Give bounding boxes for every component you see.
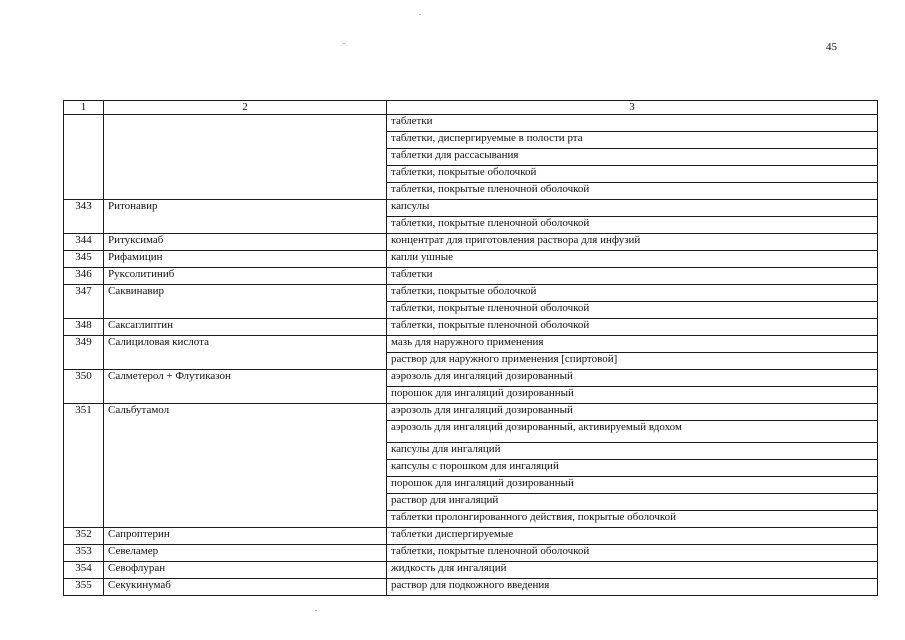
drug-group: [64, 319, 878, 336]
table-row: [64, 319, 878, 336]
dosage-form-cell: капсулы: [387, 200, 878, 217]
scan-speck: [343, 43, 345, 44]
drug-group: [64, 200, 878, 234]
drug-table: [63, 100, 878, 596]
drug-group: [64, 336, 878, 370]
dosage-form-cell: таблетки, покрытые пленочной оболочкой: [387, 183, 878, 200]
table-row: [64, 528, 878, 545]
table-row: [64, 370, 878, 387]
drug-name-cell: Саксаглиптин: [104, 319, 387, 336]
dosage-form-cell: таблетки, покрытые оболочкой: [387, 285, 878, 302]
drug-name-cell: Рифамицин: [104, 251, 387, 268]
table-row: [64, 545, 878, 562]
drug-group: [64, 234, 878, 251]
drug-name-cell: Салметерол + Флутиказон: [104, 370, 387, 404]
dosage-form-cell: порошок для ингаляций дозированный: [387, 387, 878, 404]
column-header-3: 3: [387, 101, 878, 115]
table-row: [64, 404, 878, 421]
dosage-form-cell: аэрозоль для ингаляций дозированный: [387, 404, 878, 421]
row-number-cell: 354: [64, 562, 104, 579]
drug-name-cell: Сальбутамол: [104, 404, 387, 528]
table-row: [64, 579, 878, 596]
row-number-cell: 347: [64, 285, 104, 319]
header-row: [64, 101, 878, 115]
drug-name-cell: Ритонавир: [104, 200, 387, 234]
drug-name-cell: Руксолитиниб: [104, 268, 387, 285]
dosage-form-cell: таблетки пролонгированного действия, покрытые оболочкой: [387, 511, 878, 528]
dosage-form-cell: раствор для ингаляций: [387, 494, 878, 511]
table-row: [64, 268, 878, 285]
dosage-form-cell: мазь для наружного применения: [387, 336, 878, 353]
drug-name-cell: Ритуксимаб: [104, 234, 387, 251]
dosage-form-cell: раствор для наружного применения [спиртовой]: [387, 353, 878, 370]
dosage-form-cell: таблетки, покрытые пленочной оболочкой: [387, 319, 878, 336]
row-number-cell: 344: [64, 234, 104, 251]
drug-name-cell: Секукинумаб: [104, 579, 387, 596]
dosage-form-cell: жидкость для ингаляций: [387, 562, 878, 579]
drug-group: [64, 115, 878, 200]
table-row: [64, 251, 878, 268]
dosage-form-cell: капли ушные: [387, 251, 878, 268]
dosage-form-cell: капсулы с порошком для ингаляций: [387, 460, 878, 477]
row-number-cell: 355: [64, 579, 104, 596]
drug-name-cell: Сапроптерин: [104, 528, 387, 545]
dosage-form-cell: порошок для ингаляций дозированный: [387, 477, 878, 494]
dosage-form-cell: таблетки: [387, 115, 878, 132]
dosage-form-cell: таблетки, покрытые пленочной оболочкой: [387, 302, 878, 319]
row-number-cell: 343: [64, 200, 104, 234]
column-header-1: 1: [64, 101, 104, 115]
dosage-form-cell: аэрозоль для ингаляций дозированный, активируемый вдохом: [387, 421, 878, 443]
drug-name-cell: Севофлуран: [104, 562, 387, 579]
drug-name-cell: Саквинавир: [104, 285, 387, 319]
row-number-cell: 351: [64, 404, 104, 528]
row-number-cell: [64, 115, 104, 200]
drug-group: [64, 528, 878, 545]
table-row: [64, 115, 878, 132]
row-number-cell: 346: [64, 268, 104, 285]
drug-group: [64, 545, 878, 562]
drug-group: [64, 285, 878, 319]
row-number-cell: 350: [64, 370, 104, 404]
drug-name-cell: Севеламер: [104, 545, 387, 562]
drug-group: [64, 268, 878, 285]
dosage-form-cell: таблетки: [387, 268, 878, 285]
drug-group: [64, 579, 878, 596]
table-row: [64, 562, 878, 579]
row-number-cell: 353: [64, 545, 104, 562]
row-number-cell: 352: [64, 528, 104, 545]
drug-group: [64, 370, 878, 404]
dosage-form-cell: таблетки, покрытые пленочной оболочкой: [387, 217, 878, 234]
table-row: [64, 200, 878, 217]
dosage-form-cell: таблетки, покрытые оболочкой: [387, 166, 878, 183]
drug-group: [64, 404, 878, 528]
table-row: [64, 285, 878, 302]
dosage-form-cell: раствор для подкожного введения: [387, 579, 878, 596]
dosage-form-cell: таблетки, диспергируемые в полости рта: [387, 132, 878, 149]
table-row: [64, 336, 878, 353]
drug-group: [64, 251, 878, 268]
page-number: 45: [826, 41, 837, 53]
table-row: [64, 234, 878, 251]
dosage-form-cell: капсулы для ингаляций: [387, 443, 878, 460]
scan-speck: [419, 14, 421, 15]
dosage-form-cell: таблетки для рассасывания: [387, 149, 878, 166]
dosage-form-cell: концентрат для приготовления раствора для инфузий: [387, 234, 878, 251]
drug-name-cell: [104, 115, 387, 200]
row-number-cell: 349: [64, 336, 104, 370]
dosage-form-cell: таблетки, покрытые пленочной оболочкой: [387, 545, 878, 562]
drug-group: [64, 562, 878, 579]
scan-speck: [315, 610, 317, 611]
dosage-form-cell: таблетки диспергируемые: [387, 528, 878, 545]
row-number-cell: 345: [64, 251, 104, 268]
column-header-2: 2: [104, 101, 387, 115]
drug-name-cell: Салициловая кислота: [104, 336, 387, 370]
row-number-cell: 348: [64, 319, 104, 336]
dosage-form-cell: аэрозоль для ингаляций дозированный: [387, 370, 878, 387]
